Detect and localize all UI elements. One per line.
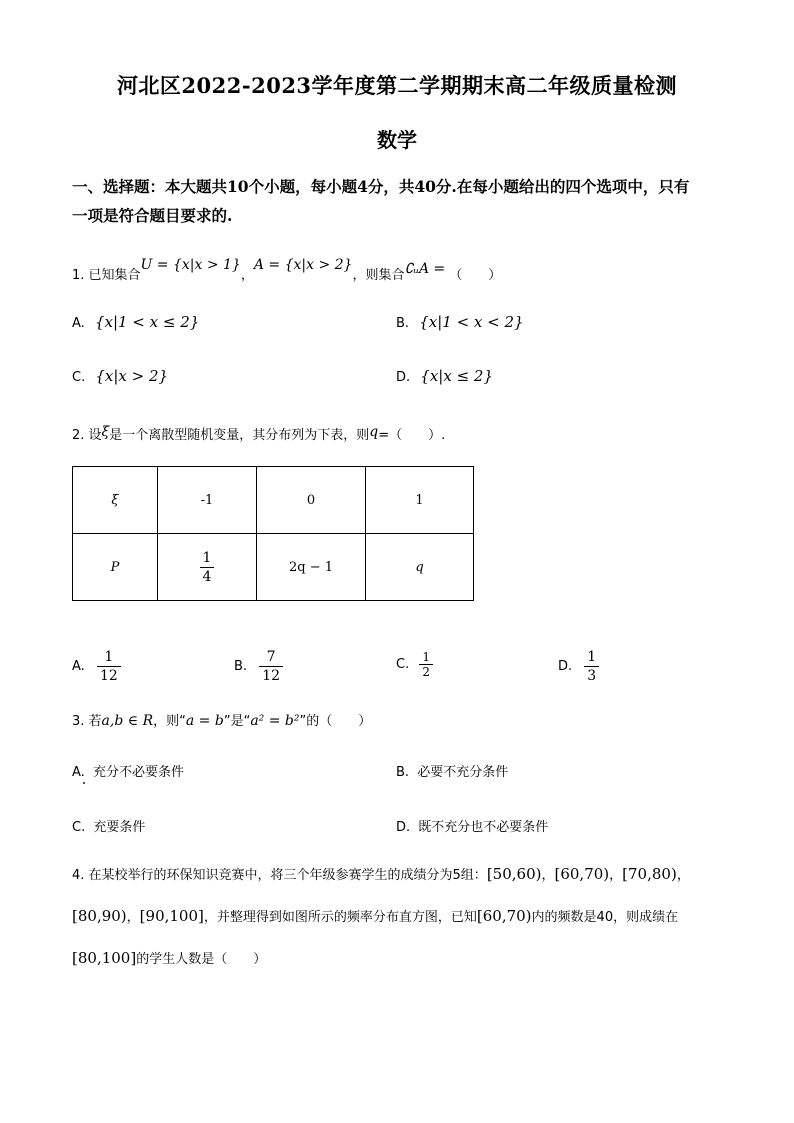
q3-mid2: ”是“ bbox=[223, 714, 251, 729]
q1-option-b bbox=[396, 313, 524, 331]
q2-option-a bbox=[72, 648, 121, 685]
fraction-denominator: 3 bbox=[587, 668, 597, 684]
fraction-numerator: 1 bbox=[200, 549, 215, 568]
fraction-numerator: 1 bbox=[584, 648, 599, 667]
q4-group: [80,90) bbox=[72, 907, 127, 925]
option-label: B. bbox=[234, 659, 248, 674]
q4-group: [50,60) bbox=[486, 865, 542, 883]
q1-option-a bbox=[72, 313, 199, 331]
table-cell-xi: ξ bbox=[73, 467, 158, 534]
fraction bbox=[200, 549, 215, 586]
q4-comma: ， bbox=[126, 910, 140, 925]
fraction-numerator: 7 bbox=[259, 648, 283, 667]
q3-mid1: ，则“ bbox=[153, 714, 186, 729]
option-math: {x|1 < x ≤ 2} bbox=[94, 313, 200, 331]
table-cell: -1 bbox=[158, 467, 257, 534]
q1-option-c bbox=[72, 367, 168, 385]
q1-option-d bbox=[396, 367, 493, 385]
option-text: 充分不必要条件 bbox=[92, 765, 184, 780]
option-label: C. bbox=[396, 657, 410, 672]
q4-comma: ， bbox=[676, 868, 690, 883]
q3-option-a bbox=[72, 761, 184, 780]
q1-set-u: U = {x|x > 1} bbox=[140, 257, 241, 273]
fraction bbox=[419, 650, 433, 679]
option-label: D. bbox=[396, 370, 411, 385]
option-label: A. bbox=[72, 765, 85, 780]
question-4-line2 bbox=[72, 906, 678, 925]
question-2-stem bbox=[72, 424, 445, 443]
q3-end: ”的（ ） bbox=[299, 714, 372, 729]
q1-prefix: 1. 已知集合 bbox=[72, 268, 141, 283]
q4-group: [60,70) bbox=[554, 865, 610, 883]
q3-prefix: 3. 若 bbox=[72, 714, 102, 729]
q3-q: a² = b² bbox=[250, 713, 300, 729]
q3-option-d bbox=[396, 816, 548, 835]
q4-comma: ， bbox=[609, 868, 623, 883]
section-heading-line1: 一、选择题：本大题共10个小题，每小题4分，共40分.在每小题给出的四个选项中，只有 bbox=[72, 177, 690, 196]
table-cell: q bbox=[366, 534, 474, 601]
q2-option-b bbox=[234, 648, 283, 685]
q4-group: [90,100] bbox=[139, 907, 204, 925]
option-label: B. bbox=[396, 765, 410, 780]
fraction-denominator: 12 bbox=[99, 668, 118, 684]
q2-mid: 是一个离散型随机变量，其分布列为下表，则 bbox=[109, 428, 370, 443]
q3-condition: a,b ∈ R bbox=[101, 713, 154, 729]
option-label: C. bbox=[72, 370, 86, 385]
table-row bbox=[73, 534, 474, 601]
section-heading-line2: 一项是符合题目要求的. bbox=[72, 206, 233, 225]
fraction-denominator: 4 bbox=[202, 568, 212, 585]
table-cell-fraction bbox=[158, 534, 257, 601]
table-row bbox=[73, 467, 474, 534]
q1-mid: ，则集合 bbox=[352, 268, 405, 283]
question-3-stem bbox=[72, 710, 371, 729]
q4-text: 内的频数是40，则成绩在 bbox=[531, 910, 679, 925]
option-label: A. bbox=[72, 316, 85, 331]
fraction-numerator: 1 bbox=[97, 648, 121, 667]
option-label: A. bbox=[72, 659, 85, 674]
table-cell-p: P bbox=[73, 534, 158, 601]
q1-blank: （ ） bbox=[449, 268, 502, 283]
option-label: B. bbox=[396, 316, 410, 331]
fraction bbox=[259, 648, 283, 685]
option-label: D. bbox=[558, 659, 573, 674]
q4-text: ，并整理得到如图所示的频率分布直方图，已知 bbox=[203, 910, 477, 925]
q1-sep: ， bbox=[240, 268, 254, 283]
q2-prefix: 2. 设 bbox=[72, 428, 102, 443]
option-text: 既不充分也不必要条件 bbox=[418, 820, 549, 835]
q2-option-c bbox=[396, 650, 433, 679]
option-text: 必要不充分条件 bbox=[417, 765, 509, 780]
distribution-table bbox=[72, 466, 474, 601]
page-title: 河北区2022-2023学年度第二学期期末高二年级质量检测 bbox=[116, 73, 678, 98]
fraction bbox=[97, 648, 121, 685]
question-4-line3 bbox=[72, 948, 266, 967]
q3-option-c bbox=[72, 816, 145, 835]
q2-option-d bbox=[558, 648, 599, 685]
q4-comma: ， bbox=[541, 868, 555, 883]
question-1-stem bbox=[72, 257, 502, 283]
option-math: {x|x > 2} bbox=[95, 367, 169, 385]
q4-group: [60,70) bbox=[476, 907, 532, 925]
fraction-numerator: 1 bbox=[419, 650, 433, 665]
option-math: {x|1 < x < 2} bbox=[419, 313, 524, 331]
q4-text: 的学生人数是（ ） bbox=[136, 952, 267, 967]
q4-group: [70,80) bbox=[622, 865, 677, 883]
table-cell: 0 bbox=[257, 467, 366, 534]
fraction bbox=[584, 648, 599, 685]
q3-p: a = b bbox=[185, 713, 224, 729]
table-cell: 1 bbox=[366, 467, 474, 534]
fraction-denominator: 12 bbox=[262, 668, 281, 684]
option-label: D. bbox=[396, 820, 411, 835]
option-label: C. bbox=[72, 820, 86, 835]
q4-group: [80,100] bbox=[72, 949, 137, 967]
q1-complement: ∁ᵤA = bbox=[404, 261, 446, 277]
question-4-line1 bbox=[72, 864, 690, 883]
q1-set-a: A = {x|x > 2} bbox=[253, 257, 353, 273]
section-heading bbox=[72, 172, 732, 230]
q2-end: =（ ）. bbox=[378, 428, 446, 443]
page-subtitle: 数学 bbox=[377, 128, 417, 152]
q4-text: 4. 在某校举行的环保知识竞赛中，将三个年级参赛学生的成绩分为5组： bbox=[72, 868, 487, 883]
q3-option-b bbox=[396, 761, 508, 780]
option-math: {x|x ≤ 2} bbox=[420, 367, 494, 385]
q2-q: q bbox=[369, 424, 379, 440]
q2-xi: ξ bbox=[101, 424, 110, 440]
fraction-denominator: 2 bbox=[422, 665, 430, 679]
scan-dot bbox=[83, 782, 85, 784]
table-cell: 2q − 1 bbox=[257, 534, 366, 601]
option-text: 充要条件 bbox=[93, 820, 146, 835]
